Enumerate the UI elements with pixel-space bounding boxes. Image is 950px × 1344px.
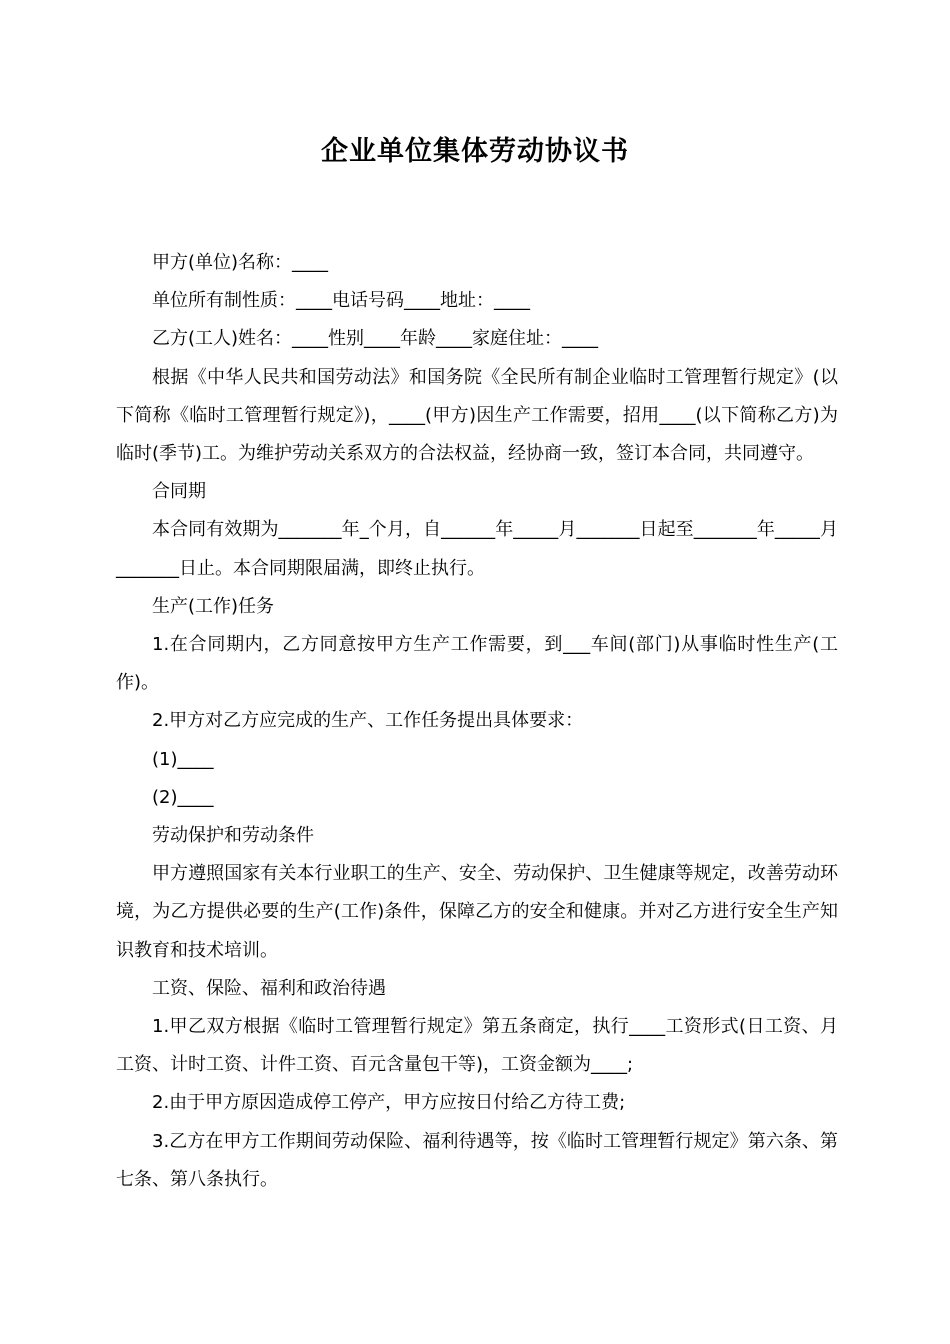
party-a-details: 单位所有制性质：____电话号码____地址：____ bbox=[152, 290, 530, 312]
wages-item-3: 3.乙方在甲方工作期间劳动保险、福利待遇等，按《临时工管理暂行规定》第六条、第七条、第八条执行。 bbox=[116, 1130, 838, 1190]
party-a-name: 甲方(单位)名称：____ bbox=[152, 252, 329, 273]
preamble-paragraph: 根据《中华人民共和国劳动法》和国务院《全民所有制企业临时工管理暂行规定》(以下简称《临时工管理暂行规定》)，____(甲方)因生产工作需要，招用____(以下简称乙方)为临时(季节)工。为维护劳动关系双方的合法权益，经协商一致，签订本合同，共同遵守。 bbox=[116, 366, 838, 465]
tasks-item-2: 2.甲方对乙方应完成的生产、工作任务提出具体要求： bbox=[152, 710, 584, 732]
tasks-subitem-2: (2)____ bbox=[152, 786, 214, 808]
tasks-item-1: 1.在合同期内，乙方同意按甲方生产工作需要，到___车间(部门)从事临时性生产(工作)。 bbox=[116, 634, 838, 694]
term-paragraph: 本合同有效期为_______年_个月，自______年_____月_______日起至_______年_____月_______日止。本合同期限届满，即终止执行。 bbox=[116, 519, 838, 579]
tasks-subitem-1: (1)____ bbox=[152, 748, 214, 770]
section-heading-tasks: 生产(工作)任务 bbox=[152, 595, 275, 617]
section-heading-wages: 工资、保险、福利和政治待遇 bbox=[152, 977, 386, 999]
wages-item-1: 1.甲乙双方根据《临时工管理暂行规定》第五条商定，执行____工资形式(日工资、月工资、计时工资、计件工资、百元含量包干等)，工资金额为____; bbox=[116, 1016, 838, 1076]
document-title: 企业单位集体劳动协议书 bbox=[321, 136, 629, 167]
wages-item-2: 2.由于甲方原因造成停工停产，甲方应按日付给乙方待工费; bbox=[152, 1092, 626, 1114]
document-body bbox=[116, 244, 838, 1199]
protection-paragraph: 甲方遵照国家有关本行业职工的生产、安全、劳动保护、卫生健康等规定，改善劳动环境，为乙方提供必要的生产(工作)条件，保障乙方的安全和健康。并对乙方进行安全生产知识教育和技术培训。 bbox=[116, 863, 838, 961]
section-heading-protection: 劳动保护和劳动条件 bbox=[152, 825, 314, 847]
section-heading-term: 合同期 bbox=[152, 481, 206, 503]
party-b-details: 乙方(工人)姓名：____性别____年龄____家庭住址：____ bbox=[152, 328, 599, 350]
